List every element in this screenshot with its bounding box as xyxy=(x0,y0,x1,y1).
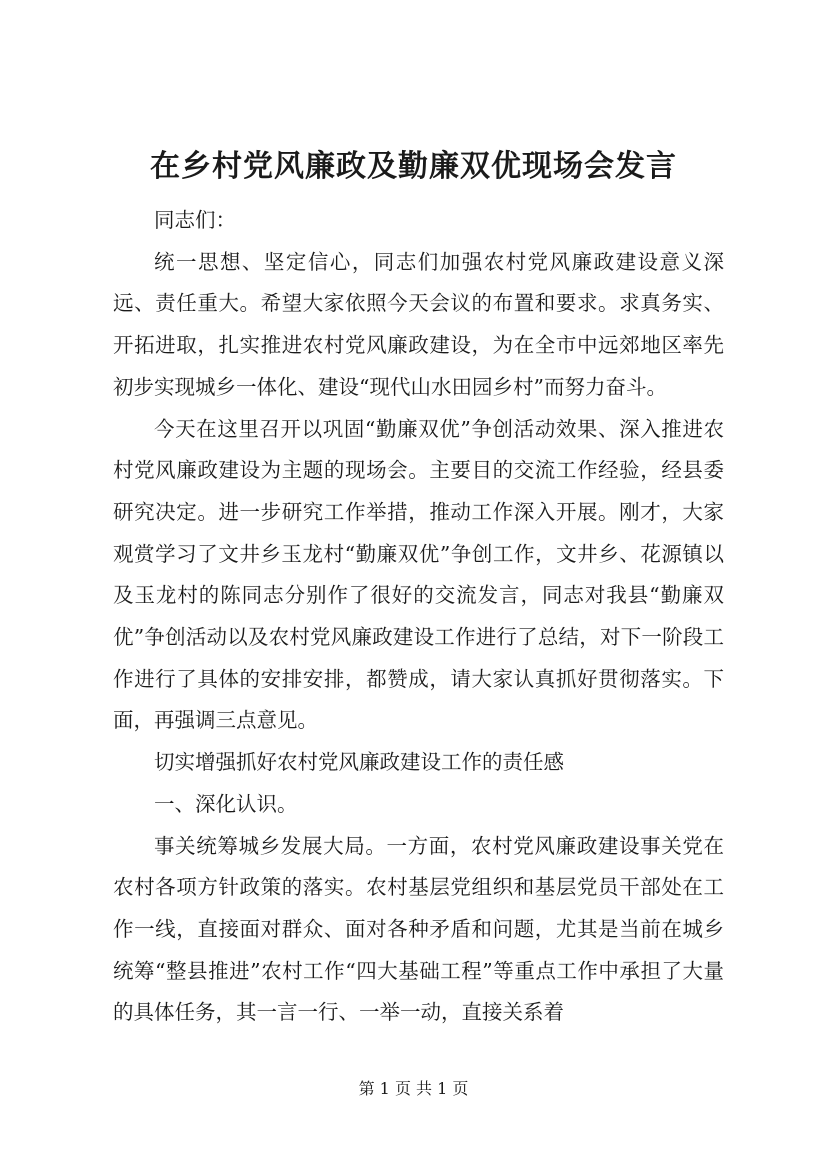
subsection-heading: 一、深化认识。 xyxy=(154,791,298,816)
body-paragraph: 统一思想、坚定信心，同志们加强农村党风廉政建设意义深远、责任重大。希望大家依照今天会议的布置和要求。求真务实、开拓进取，扎实推进农村党风廉政建设，为在全市中远郊地区率先初步实现城乡一体化、建设“现代山水田园乡村”而努力奋斗。 xyxy=(113,249,724,399)
page-number-footer: 第 1 页 共 1 页 xyxy=(358,1079,469,1098)
body-paragraph: 事关统筹城乡发展大局。一方面，农村党风廉政建设事关党在农村各项方针政策的落实。农村基层党组织和基层党员干部处在工作一线，直接面对群众、面对各种矛盾和问题，尤其是当前在城乡统筹“整县推进”农村工作“四大基础工程”等重点工作中承担了大量的具体任务，其一言一行、一举一动，直接关系着 xyxy=(113,833,724,1025)
body-paragraph: 今天在这里召开以巩固“勤廉双优”争创活动效果、深入推进农村党风廉政建设为主题的现场会。主要目的交流工作经验，经县委研究决定。进一步研究工作举措，推动工作深入开展。刚才，大家观赏学习了文井乡玉龙村“勤廉双优”争创工作，文井乡、花源镇以及玉龙村的陈同志分别作了很好的交流发言，同志对我县“勤廉双优”争创活动以及农村党风廉政建设工作进行了总结，对下一阶段工作进行了具体的安排安排，都赞成，请大家认真抓好贯彻落实。下面，再强调三点意见。 xyxy=(113,416,724,733)
section-heading: 切实增强抓好农村党风廉政建设工作的责任感 xyxy=(154,750,564,775)
document-body xyxy=(113,172,724,1034)
salutation-paragraph: 同志们： xyxy=(154,208,236,232)
document-title: 在乡村党风廉政及勤廉双优现场会发言 xyxy=(150,149,677,184)
